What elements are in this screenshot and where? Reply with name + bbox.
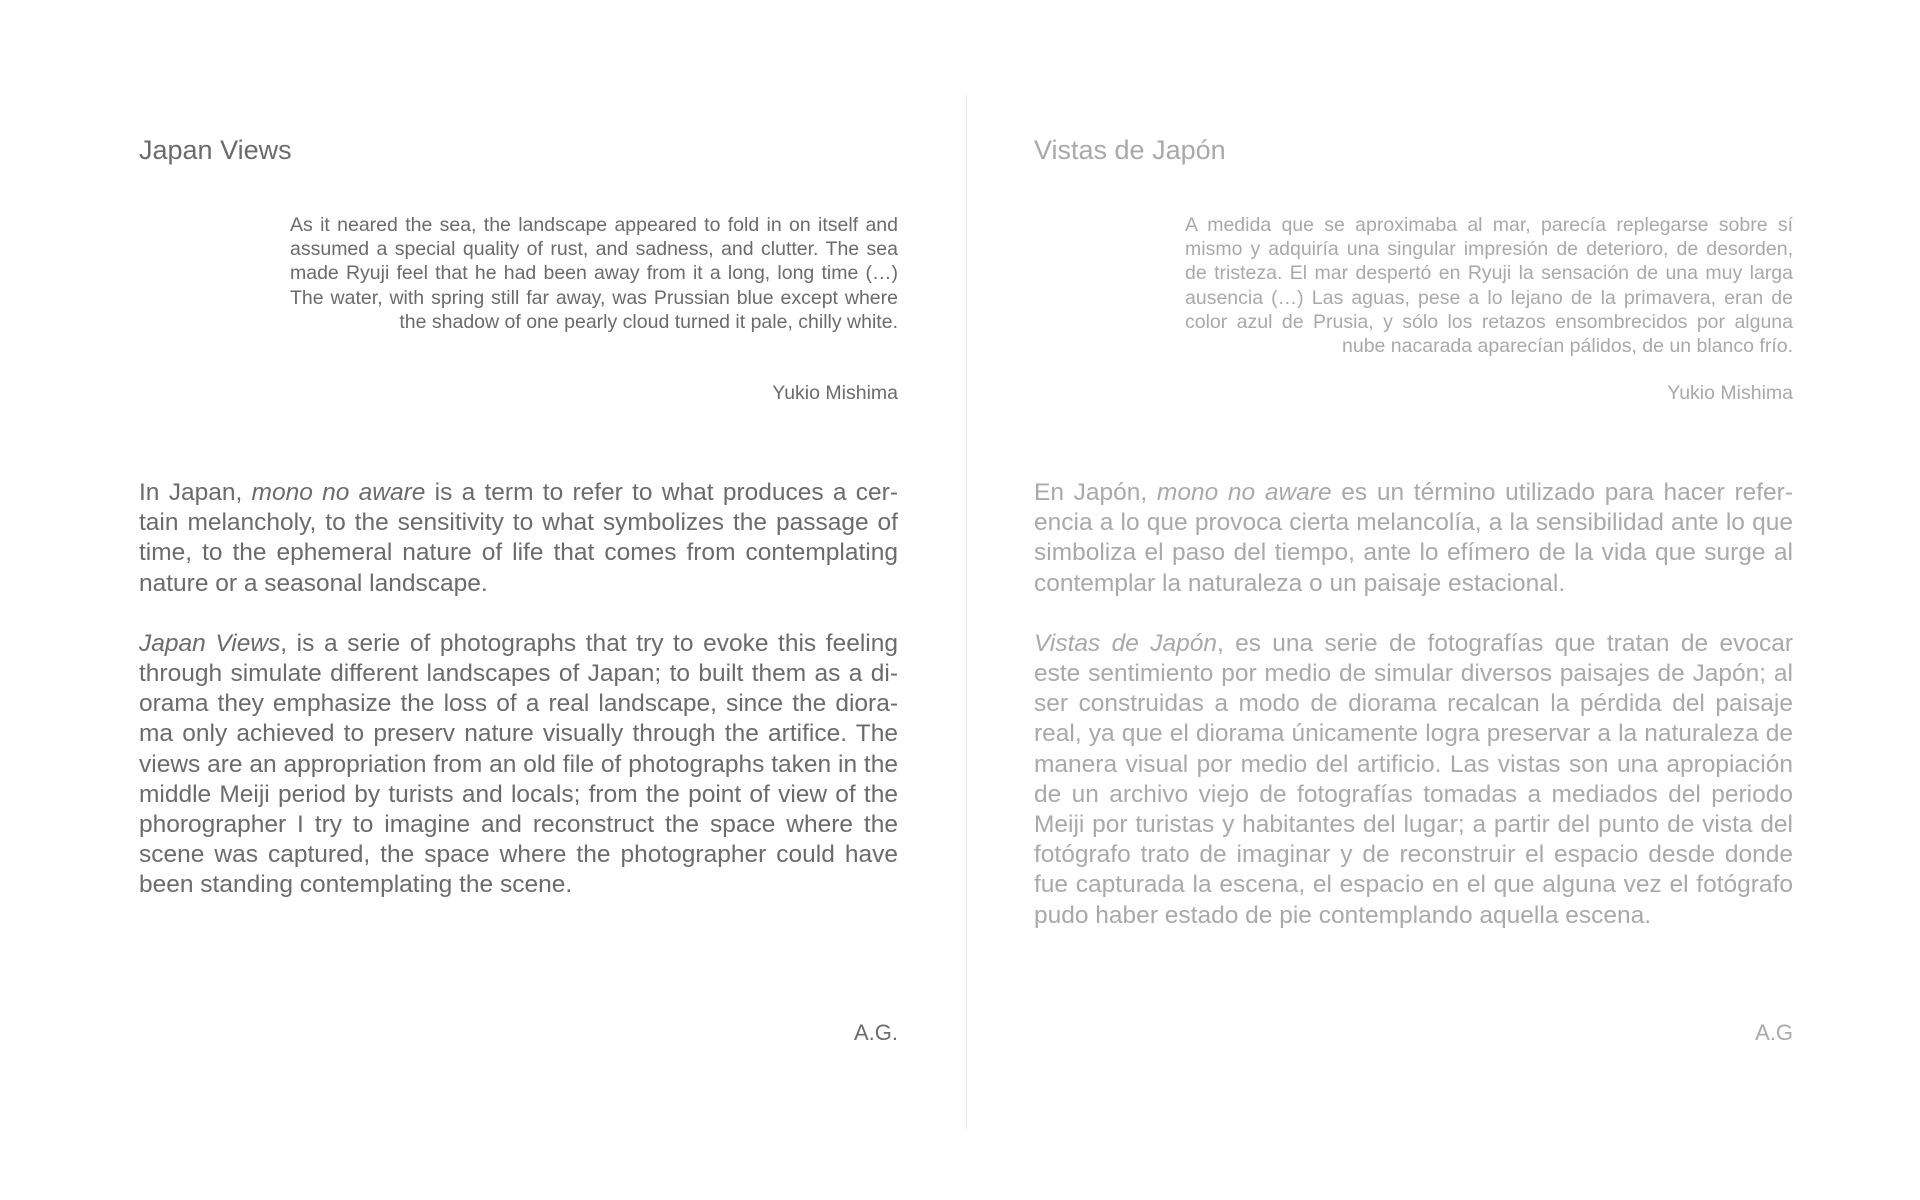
page-title: Japan Views bbox=[139, 135, 292, 165]
paragraph-1 bbox=[139, 478, 898, 599]
epigraph-author: Yukio Mishima bbox=[1667, 382, 1793, 404]
paragraph-1 bbox=[1034, 478, 1793, 599]
paragraph-1-text: es un término utilizado para hacer refer-encia a lo que provoca cierta melancolía, a la sensibilidad ante lo que simboliza el paso del tiempo, ante lo efímero de la vida que surge al contemplar la naturaleza o un paisaje estacional. bbox=[1034, 479, 1793, 597]
signature: A.G bbox=[1755, 1020, 1793, 1045]
paragraph-2-text: , es una serie de fotografías que tratan de evocar este sentimiento por medio de simular diversos paisajes de Japón; al ser construidas a modo de diorama recalcan la pérdida del paisaje real, ya que el diorama únicamente logra preservar a la naturaleza de manera visual por medio del artificio. Las vistas son una apropiación de un archivo viejo de fotografías tomadas a mediados del periodo Meiji por turistas y habitantes del lugar; a partir del punto de vista del fotógrafo trato de imaginar y de reconstruir el espacio desde donde fue capturada la escena, el espacio en el que alguna vez el fotógrafo pudo haber estado de pie contemplando aquella escena. bbox=[1034, 629, 1793, 929]
column-divider bbox=[966, 95, 967, 1129]
paragraph-1-intro: In Japan, bbox=[139, 479, 252, 506]
paragraph-2 bbox=[139, 629, 898, 901]
body-text bbox=[1034, 478, 1793, 961]
page-title: Vistas de Japón bbox=[1034, 135, 1226, 165]
signature: A.G. bbox=[853, 1020, 898, 1045]
epigraph-quote: A medida que se aproximaba al mar, parecía replegarse sobre sí mismo y adquiría una singular impresión de deterioro, de desorden, de tristeza. El mar despertó en Ryuji la sensación de una muy larga ausencia (…) Las aguas, pese a lo lejano de la primavera, eran de color azul de Prusia, y sólo los retazos ensombrecidos por alguna nube nacarada aparecían pálidos, de un blanco frío. bbox=[1185, 214, 1793, 358]
paragraph-1-text: is a term to refer to what produces a cer-tain melancholy, to the sensitivity to what symbolizes the passage of time, to the ephemeral nature of life that comes from contemplating nature or a seasonal landscape. bbox=[139, 479, 898, 597]
paragraph-1-term: mono no aware bbox=[1156, 479, 1332, 506]
paragraph-2-text: , is a serie of photographs that try to evoke this feeling through simulate different landscapes of Japan; to built them as a di-orama they emphasize the loss of a real landscape, since the diora-ma only achieved to preserv nature visually through the artifice. The views are an appropriation from an old file of photographs taken in the middle Meiji period by turists and locals; from the point of view of the phorographer I try to imagine and reconstruct the space where the scene was captured, the space where the photographer could have been standing contemplating the scene. bbox=[139, 629, 898, 899]
body-text bbox=[139, 478, 898, 931]
epigraph-quote: As it neared the sea, the landscape appeared to fold in on itself and assumed a special quality of rust, and sadness, and clutter. The sea made Ryuji feel that he had been away from it a long, long time (…) The water, with spring still far away, was Prussian blue except where the shadow of one pearly cloud turned it pale, chilly white. bbox=[290, 214, 898, 333]
paragraph-2 bbox=[1034, 629, 1793, 931]
paragraph-2-title: Japan Views bbox=[139, 629, 281, 657]
epigraph-author: Yukio Mishima bbox=[772, 382, 898, 404]
paragraph-1-intro: En Japón, bbox=[1034, 479, 1157, 506]
paragraph-2-title: Vistas de Japón bbox=[1034, 629, 1217, 657]
paragraph-1-term: mono no aware bbox=[251, 479, 426, 506]
